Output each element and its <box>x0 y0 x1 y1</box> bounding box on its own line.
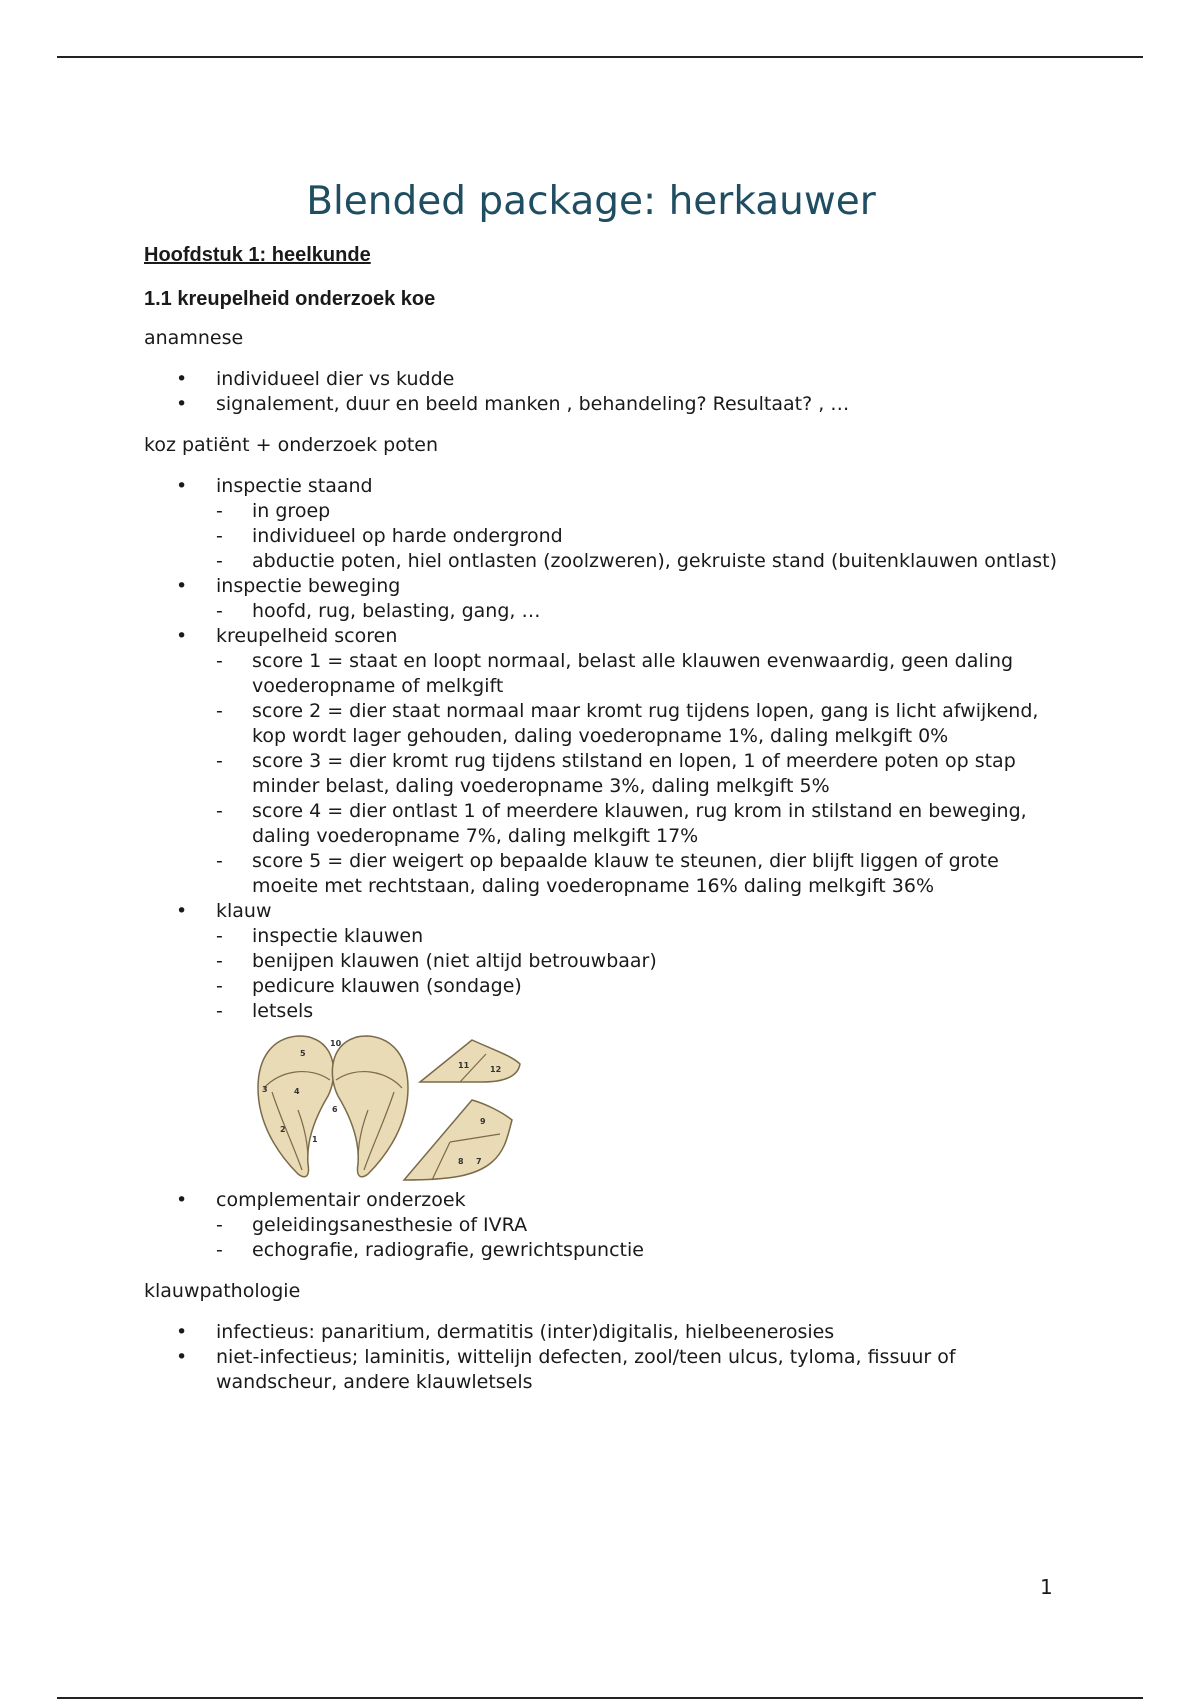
sub-list-item-text: benijpen klauwen (niet altijd betrouwbaar) <box>252 950 657 972</box>
bullet-icon: • <box>176 475 188 497</box>
sub-list-item <box>216 599 1064 624</box>
dash-icon: - <box>216 950 223 972</box>
sub-list-item-text: hoofd, rug, belasting, gang, … <box>252 600 541 622</box>
sub-list-item <box>216 524 1064 549</box>
sub-list-item-text: score 4 = dier ontlast 1 of meerdere klauwen, rug krom in stilstand en beweging, daling voederopname 7%, daling melkgift 17% <box>252 800 1027 847</box>
zone-label: 11 <box>458 1061 470 1070</box>
zone-label: 12 <box>490 1065 502 1074</box>
sub-list-item <box>216 974 1064 999</box>
sub-list-item <box>216 999 1064 1024</box>
sub-list-item-text: in groep <box>252 500 331 522</box>
zone-label: 1 <box>312 1135 318 1144</box>
zone-label: 9 <box>480 1117 486 1126</box>
list-item-text: signalement, duur en beeld manken , behandeling? Resultaat? , … <box>216 393 850 415</box>
dash-icon: - <box>216 1239 223 1261</box>
page-number: 1 <box>1040 1575 1053 1599</box>
zone-label: 10 <box>330 1039 342 1048</box>
sub-list-item <box>216 549 1064 574</box>
list-item <box>144 574 1064 624</box>
hoof-zones-diagram <box>250 1030 540 1188</box>
list-item-text: klauw <box>216 900 272 922</box>
bullet-icon: • <box>176 393 188 415</box>
sub-list-item-text: inspectie klauwen <box>252 925 424 947</box>
list-item <box>144 392 1064 417</box>
list-item-text: individueel dier vs kudde <box>216 368 455 390</box>
sub-list <box>216 499 1064 574</box>
sub-list-item <box>216 699 1064 749</box>
side-view-lower-outline <box>404 1100 512 1180</box>
bullet-icon: • <box>176 575 188 597</box>
dash-icon: - <box>216 1000 223 1022</box>
list-item-text: niet-infectieus; laminitis, wittelijn defecten, zool/teen ulcus, tyloma, fissuur of wandscheur, andere klauwletsels <box>216 1346 956 1393</box>
dash-icon: - <box>216 750 223 772</box>
header-rule <box>57 56 1143 58</box>
chapter-heading: Hoofdstuk 1: heelkunde <box>144 244 371 266</box>
sub-list <box>216 924 1064 1024</box>
sub-list-item <box>216 949 1064 974</box>
sub-list-item-text: score 5 = dier weigert op bepaalde klauw te steunen, dier blijft liggen of grote moeite met rechtstaan, daling voederopname 16% daling melkgift 36% <box>252 850 999 897</box>
sub-list-item-text: echografie, radiografie, gewrichtspunctie <box>252 1239 644 1261</box>
left-claw-outline <box>258 1036 334 1177</box>
dash-icon: - <box>216 550 223 572</box>
right-claw-outline <box>332 1036 408 1177</box>
right-claw <box>332 1036 408 1177</box>
dash-icon: - <box>216 700 223 722</box>
list-item <box>144 899 1064 1188</box>
anamnese-heading: anamnese <box>144 327 244 349</box>
list-item <box>144 367 1064 392</box>
dash-icon: - <box>216 925 223 947</box>
list-item-text: inspectie staand <box>216 475 373 497</box>
sub-list-item <box>216 649 1064 699</box>
sub-list-item-text: abductie poten, hiel ontlasten (zoolzweren), gekruiste stand (buitenklauwen ontlast) <box>252 550 1058 572</box>
side-view-upper-outline <box>420 1040 520 1082</box>
dash-icon: - <box>216 600 223 622</box>
bullet-icon: • <box>176 1321 188 1343</box>
zone-label: 3 <box>262 1085 268 1094</box>
pathologie-list <box>144 1320 1064 1395</box>
bullet-icon: • <box>176 368 188 390</box>
sub-list-item <box>216 924 1064 949</box>
dash-icon: - <box>216 500 223 522</box>
dash-icon: - <box>216 525 223 547</box>
sub-list <box>216 649 1064 899</box>
sub-list-item <box>216 1238 1064 1263</box>
hoof-zones-figure <box>250 1030 540 1188</box>
dash-icon: - <box>216 850 223 872</box>
zone-label: 7 <box>476 1157 482 1166</box>
list-item <box>144 1320 1064 1345</box>
sub-list-item <box>216 799 1064 849</box>
bullet-icon: • <box>176 1346 188 1368</box>
sub-list-item <box>216 749 1064 799</box>
dash-icon: - <box>216 650 223 672</box>
sub-list <box>216 599 1064 624</box>
zone-label: 6 <box>332 1105 338 1114</box>
dash-icon: - <box>216 975 223 997</box>
sub-list-item <box>216 1213 1064 1238</box>
dash-icon: - <box>216 800 223 822</box>
bullet-icon: • <box>176 900 188 922</box>
sub-list-item-text: individueel op harde ondergrond <box>252 525 563 547</box>
list-item-text: kreupelheid scoren <box>216 625 398 647</box>
document-title: Blended package: herkauwer <box>306 179 876 224</box>
list-item <box>144 1345 1064 1395</box>
onderzoek-heading: koz patiënt + onderzoek poten <box>144 434 438 456</box>
left-claw <box>258 1036 334 1177</box>
list-item-text: complementair onderzoek <box>216 1189 466 1211</box>
zone-label: 8 <box>458 1157 464 1166</box>
sub-list-item-text: geleidingsanesthesie of IVRA <box>252 1214 528 1236</box>
sub-list <box>216 1213 1064 1263</box>
sub-list-item-text: letsels <box>252 1000 314 1022</box>
zone-label: 4 <box>294 1087 300 1096</box>
sub-list-item-text: score 1 = staat en loopt normaal, belast alle klauwen evenwaardig, geen daling voederopname of melkgift <box>252 650 1014 697</box>
list-item <box>144 1188 1064 1263</box>
page-content <box>144 174 1064 1411</box>
sub-list-item-text: pedicure klauwen (sondage) <box>252 975 522 997</box>
list-item <box>144 624 1064 899</box>
side-view-upper <box>420 1040 520 1082</box>
section-heading: 1.1 kreupelheid onderzoek koe <box>144 288 436 310</box>
zone-label: 5 <box>300 1049 306 1058</box>
anamnese-list <box>144 367 1064 417</box>
list-item-text: inspectie beweging <box>216 575 401 597</box>
onderzoek-list <box>144 474 1064 1263</box>
sub-list-item-text: score 2 = dier staat normaal maar kromt rug tijdens lopen, gang is licht afwijkend, kop wordt lager gehouden, daling voederopname 1%, daling melkgift 0% <box>252 700 1039 747</box>
side-view-lower <box>404 1100 512 1180</box>
sub-list-item <box>216 499 1064 524</box>
bullet-icon: • <box>176 1189 188 1211</box>
list-item <box>144 474 1064 574</box>
zone-label: 2 <box>280 1125 286 1134</box>
dash-icon: - <box>216 1214 223 1236</box>
sub-list-item <box>216 849 1064 899</box>
footer-rule <box>57 1697 1143 1699</box>
sub-list-item-text: score 3 = dier kromt rug tijdens stilstand en lopen, 1 of meerdere poten op stap minder belast, daling voederopname 3%, daling melkgift 5% <box>252 750 1016 797</box>
pathologie-heading: klauwpathologie <box>144 1280 301 1302</box>
bullet-icon: • <box>176 625 188 647</box>
list-item-text: infectieus: panaritium, dermatitis (inter)digitalis, hielbeenerosies <box>216 1321 835 1343</box>
